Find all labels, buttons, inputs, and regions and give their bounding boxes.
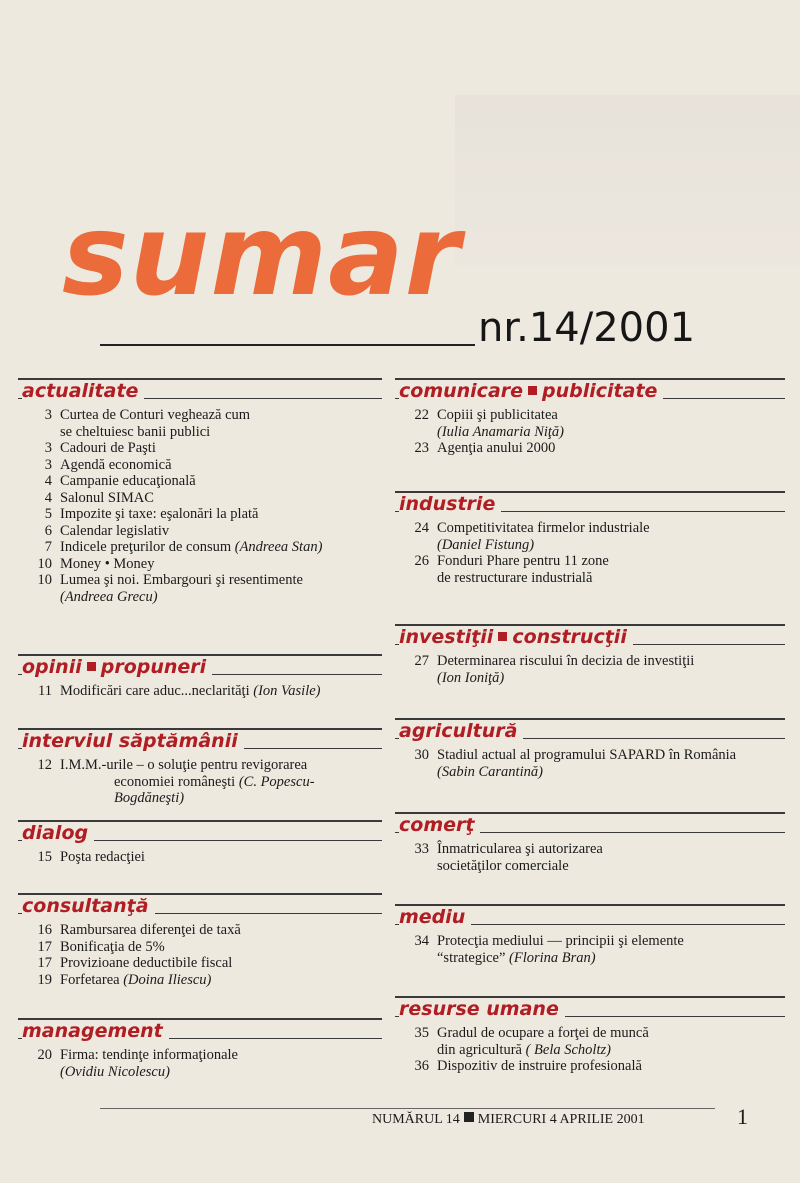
page-ref: 20 [37,1047,52,1063]
toc-entry [18,539,382,556]
entry-line: Poşta redacţiei [60,849,145,865]
entry-line: Protecţia mediului — principii şi elemente [437,933,684,949]
page-ref: 26 [414,553,429,569]
section-title: consultanţă [22,895,155,917]
page-ref: 7 [44,539,52,555]
page-ref: 15 [37,849,52,865]
entry-line: Stadiul actual al programului SAPARD în România [437,747,737,763]
page-ref: 11 [38,683,52,699]
author: (Ion Vasile) [249,683,321,699]
entry-title [60,683,382,700]
footer-issue-info: NUMĂRUL 14 MIERCURI 4 APRILIE 2001 [372,1112,645,1127]
footer-rule [100,1108,715,1109]
entry-title [60,939,382,956]
page-ref: 3 [44,407,52,423]
entry-line: Indicele preţurilor de consum (Andreea Stan) [60,539,323,555]
entry-title [437,1025,785,1058]
issue-number: nr.14/2001 [478,305,696,351]
toc-entry [18,490,382,507]
entry-title [60,539,382,556]
section-consultanta [18,887,382,988]
section-title: agricultură [399,720,523,742]
entry-line: Impozite şi taxe: eşalonări la plată [60,506,259,522]
author: (Ion Ioniţă) [437,669,505,686]
entry-title [437,407,785,440]
section-investitii-constructii [395,618,785,686]
entry-line: Agendă economică [60,456,172,473]
entry-line: Forfetarea (Doina Iliescu) [60,971,212,988]
section-opinii-propuneri [18,648,382,700]
author: (Doina Iliescu) [119,971,212,988]
toc-entry [18,572,382,605]
page-ref: 27 [414,653,429,669]
entry-title [60,849,382,866]
toc-entry [18,457,382,474]
section-title: management [22,1020,169,1042]
page-ref: 36 [414,1058,429,1074]
section-title: mediu [399,906,471,928]
entry-line: Firma: tendinţe informaţionale [60,1047,238,1063]
square-separator [464,1112,474,1122]
section-title: comunicare publicitate [399,380,663,402]
page-ref: 30 [414,747,429,763]
page-ref: 10 [37,555,52,572]
toc-entry [18,440,382,457]
entry-line: Înmatricularea şi autorizarea [437,841,603,857]
entry-line: Bonificaţia de 5% [60,938,165,955]
toc-entry [18,922,382,939]
entry-title [60,922,382,939]
toc-entry [18,1047,382,1080]
entry-line: Dispozitiv de instruire profesională [437,1058,642,1074]
bleed-through-background [455,95,800,265]
entry-title [437,440,785,457]
toc-entry [395,841,785,874]
author: (Daniel Fistung) [437,536,535,553]
page-ref: 22 [414,407,429,423]
page-ref: 17 [37,955,52,971]
page-ref: 10 [37,572,52,588]
toc-entry [18,523,382,540]
entry-title [60,490,382,507]
entry-title [60,572,382,605]
entry-title [60,757,382,807]
page-ref: 34 [414,933,429,949]
toc-entry [18,407,382,440]
section-comert [395,806,785,874]
section-title: actualitate [22,380,144,402]
entry-title [437,520,785,553]
toc-entry [18,849,382,866]
toc-entry [18,955,382,972]
page-ref: 19 [37,971,52,988]
section-title: comerţ [399,814,480,836]
entry-line: economiei româneşti (C. Popescu-Bogdăneşti) [114,773,315,806]
issue-rule [100,344,475,346]
toc-entry [395,407,785,440]
entry-title [60,457,382,474]
author: (Ovidiu Nicolescu) [60,1063,170,1080]
author: (Florina Bran) [505,949,596,966]
entry-title [437,653,785,686]
entry-title [437,841,785,874]
author: (Sabin Carantină) [437,763,543,780]
entry-title [437,1058,785,1075]
entry-line: Calendar legislativ [60,522,170,539]
page-ref: 3 [44,440,52,456]
entry-line: Rambursarea diferenţei de taxă [60,922,241,938]
page-ref: 12 [37,757,52,773]
page-ref: 4 [44,473,52,489]
entry-line: Agenţia anului 2000 [437,440,556,456]
entry-title [60,473,382,490]
page-ref: 24 [414,520,429,536]
page-ref: 17 [37,938,52,955]
entry-line: din agricultură ( Bela Scholtz) [437,1041,611,1058]
author: (C. Popescu-Bogdăneşti) [114,773,315,806]
entry-line: Modificări care aduc...neclarităţi (Ion Vasile) [60,683,321,699]
page-ref: 35 [414,1025,429,1041]
section-mediu [395,898,785,966]
page-ref: 4 [44,489,52,506]
entry-line: Fonduri Phare pentru 11 zone [437,553,609,569]
toc-entry [18,506,382,523]
entry-line: Curtea de Conturi veghează cum [60,407,251,423]
toc-entry [395,933,785,966]
entry-title [60,506,382,523]
entry-line: Cadouri de Paşti [60,440,156,456]
section-title: interviul săptămânii [22,730,244,752]
section-agricultura [395,712,785,780]
section-title: investiţii construcţii [399,626,633,648]
entry-line: Lumea şi noi. Embargouri şi resentimente [60,572,303,588]
magazine-title: sumar [62,191,461,321]
entry-title [437,553,785,586]
page-ref: 6 [44,522,52,539]
page-ref: 3 [44,456,52,473]
toc-entry [395,747,785,780]
section-title: dialog [22,822,94,844]
entry-title [60,556,382,573]
toc-entry [395,1025,785,1058]
toc-entry [18,683,382,700]
toc-entry [395,440,785,457]
entry-line: de restructurare industrială [437,569,593,586]
entry-line: Money • Money [60,555,155,572]
section-resurse-umane [395,990,785,1075]
toc-entry [395,1058,785,1075]
toc-entry [395,653,785,686]
author: (Iulia Anamaria Niţă) [437,423,565,440]
page-ref: 5 [44,506,52,522]
page-number: 1 [737,1104,748,1129]
entry-line: Salonul SIMAC [60,489,154,506]
section-actualitate [18,372,382,605]
entry-title [60,972,382,989]
author: (Andreea Grecu) [60,588,158,605]
entry-title [60,955,382,972]
section-title: opinii propuneri [22,656,212,678]
section-title: resurse umane [399,998,565,1020]
toc-entry [18,939,382,956]
section-management [18,1012,382,1080]
entry-line: Provizioane deductibile fiscal [60,955,233,971]
entry-line: societăţilor comerciale [437,857,569,874]
author: ( Bela Scholtz) [521,1041,611,1058]
page-ref: 16 [37,922,52,938]
entry-title [60,407,382,440]
entry-line: “strategice” (Florina Bran) [437,949,596,966]
entry-line: Copiii şi publicitatea [437,407,558,423]
entry-title [437,933,785,966]
toc-entry [18,473,382,490]
entry-title [60,440,382,457]
entry-line: Competitivitatea firmelor industriale [437,520,650,536]
toc-entry [395,520,785,553]
entry-title [60,1047,382,1080]
entry-title [437,747,785,780]
page-ref: 33 [414,841,429,857]
entry-line: Campanie educaţională [60,473,196,489]
entry-title [60,523,382,540]
section-interviul [18,722,382,807]
entry-line: Determinarea riscului în decizia de investiţii [437,653,695,669]
author: (Andreea Stan) [231,539,323,555]
entry-line: Gradul de ocupare a forţei de muncă [437,1025,649,1041]
toc-entry [395,553,785,586]
section-industrie [395,485,785,586]
section-comunicare-publicitate [395,372,785,457]
entry-line: I.M.M.-urile – o soluţie pentru revigorarea [60,757,308,773]
toc-entry [18,972,382,989]
page-ref: 23 [414,440,429,456]
entry-line: se cheltuiesc banii publici [60,423,211,440]
section-title: industrie [399,493,501,515]
section-dialog [18,814,382,866]
toc-entry [18,556,382,573]
toc-entry [18,757,382,807]
